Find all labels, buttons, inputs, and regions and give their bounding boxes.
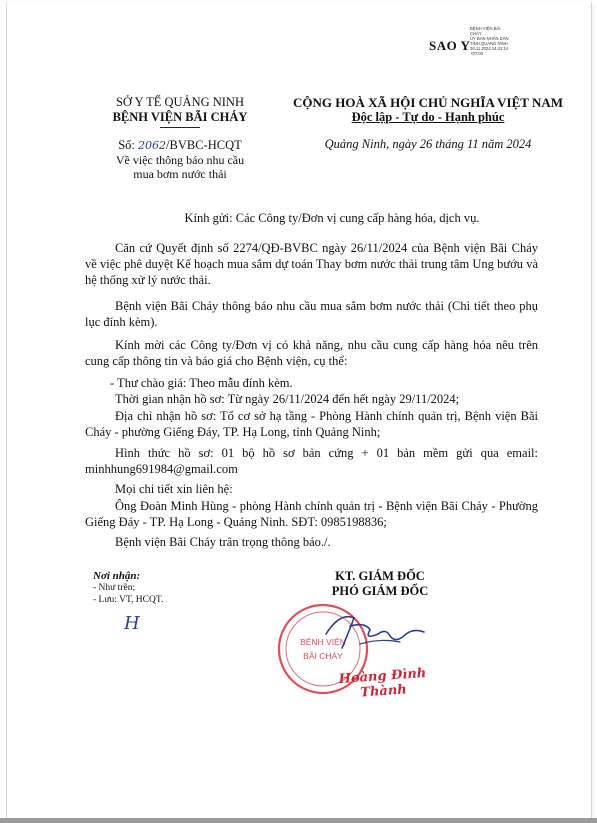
body-paragraph: Mọi chi tiết xin liên hệ: [115,482,233,496]
subject-line: mua bơm nước thải [133,167,227,181]
body-paragraph: Bệnh viện Bãi Cháy trân trọng thông báo./. [115,535,331,549]
body-paragraph: Hình thức hồ sơ: 01 bộ hồ sơ bản cứng + 01 bản mềm gửi qua email: minhhung691984@gmail.com [85,446,538,476]
doc-number-handwritten: 2062 [138,139,167,152]
signer-name: Hoàng Đình Thành [338,665,427,701]
copy-stamp-signature [470,26,528,56]
signature-block [290,569,470,599]
recipients-block [93,570,293,606]
body-paragraph: Ông Đoàn Minh Hùng - phòng Hành chính quản trị - Bệnh viện Bãi Cháy - Phường Giếng Đáy - TP. Hạ Long - Quảng Ninh. SĐT: 0985198836; [85,499,538,529]
subject-line: Về việc thông báo nhu cầu [115,153,245,167]
body-paragraph: Địa chỉ nhận hồ sơ: Tổ cơ sở hạ tầng - Phòng Hành chính quản trị, Bệnh viện Bãi Cháy - phường Giếng Đáy, TP. Hạ Long, tỉnh Quảng Ninh; [85,409,538,439]
copy-stamp-line: BỆNH VIỆN BÃI [470,26,501,31]
body-paragraph: - Thư chào giá: Theo mẫu đính kèm. [110,376,293,390]
nation-header [276,95,580,125]
doc-number-prefix: Số: [118,138,135,152]
recipient-item: - Như trên; [93,583,136,593]
handwritten-signature-icon [320,604,430,656]
agency-parent: SỞ Y TẾ QUẢNG NINH [115,95,244,109]
agency-underline [160,127,200,128]
seal-text-bottom: BÃI CHÁY [303,651,343,661]
place-date: Quảng Ninh, ngày 26 tháng 11 năm 2024 [324,137,532,151]
nation-motto: Độc lập - Tự do - Hạnh phúc [351,110,505,124]
viewer-bottom-bar [0,818,597,823]
document-subject [92,153,268,181]
recipients-title: Nơi nhận: [93,570,141,582]
document-number [92,138,268,153]
greeting: Kính gửi: Các Công ty/Đơn vị cung cấp hàng hóa, dịch vụ. [184,211,480,225]
copy-stamp-line: 26.11.2024 14:41:14 [470,46,509,51]
copy-stamp-line: TỈNH QUẢNG NINH [470,41,508,46]
recipient-item: - Lưu: VT, HCQT. [93,595,164,605]
doc-number-suffix: /BVBC-HCQT [166,138,242,152]
body-paragraph: Thời gian nhận hồ sơ: Từ ngày 26/11/2024 đến hết ngày 29/11/2024; [115,392,460,406]
agency-name: BỆNH VIỆN BÃI CHÁY [112,110,248,124]
body-paragraph: Bệnh viện Bãi Cháy thông báo nhu cầu mua sắm bơm nước thải (Chi tiết theo phụ lục đính kèm). [85,299,538,329]
copy-stamp-label: SAO Y [429,38,471,53]
seal-text-top: BỆNH VIỆN [300,637,346,647]
signer-subtitle: PHÓ GIÁM ĐỐC [331,584,429,598]
body-paragraph: Kính mời các Công ty/Đơn vị có khả năng, nhu cầu cung cấp hàng hóa nêu trên cung cấp thông tin và báo giá cho Bệnh viện, cụ thể: [85,338,538,368]
copy-stamp-line: +07:00 [470,51,483,56]
agency-header [92,95,268,128]
body-paragraph: Căn cứ Quyết định số 2274/QĐ-BVBC ngày 26/11/2024 của Bệnh viện Bãi Cháy về việc phê duyệt Kế hoạch mua sắm dự toán Thay bơm nước thải trung tâm Ung bướu và hệ thống xử lý nước thải. [85,241,538,287]
copy-stamp-line: CHÁY [470,31,482,36]
handwritten-initials: H [124,613,140,634]
copy-stamp-line: ỦY BAN NHÂN DÂN [470,36,509,41]
nation-title: CỘNG HOÀ XÃ HỘI CHỦ NGHĨA VIỆT NAM [292,95,564,110]
signer-title: KT. GIÁM ĐỐC [335,569,425,583]
